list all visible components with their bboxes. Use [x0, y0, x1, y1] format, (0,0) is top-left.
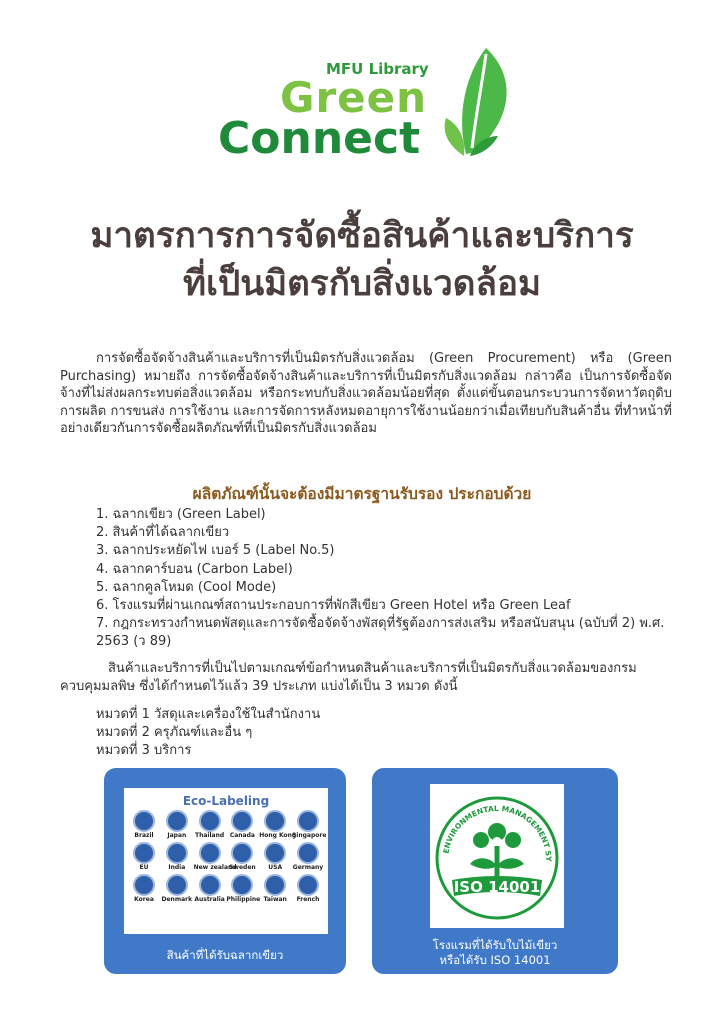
french-label-icon	[297, 874, 319, 896]
iso-card-caption	[372, 938, 618, 968]
iso-ring-text: ENVIRONMENTAL MANAGEMENT SY	[441, 803, 554, 862]
country-label: Thailand	[195, 832, 225, 839]
standards-heading: ผลิตภัณฑ์นั้นจะต้องมีมาตรฐานรับรอง ประกอบด้วย	[192, 485, 532, 503]
country-label: Hong Kong	[259, 832, 297, 839]
country-label: Sweden	[229, 864, 256, 871]
list-item: 5. ฉลากคูลโหมด (Cool Mode)	[96, 579, 277, 595]
taiwan-label-icon	[264, 874, 286, 896]
country-label: New zealand	[193, 864, 237, 871]
page-title-line-1: มาตรการการจัดซื้อสินค้าและบริการ	[90, 216, 634, 256]
brazil-label-icon	[133, 810, 155, 832]
country-label: Germany	[292, 864, 324, 871]
leaf-icon	[436, 44, 516, 164]
eu-label-icon	[133, 842, 155, 864]
australia-label-icon	[199, 874, 221, 896]
logo-connect-text: Connect	[218, 113, 421, 164]
country-label: Brazil	[134, 832, 154, 839]
country-label: French	[296, 896, 320, 903]
iso-card	[372, 768, 618, 974]
list-item: หมวดที่ 2 ครุภัณฑ์และอื่น ๆ	[96, 724, 253, 740]
list-item: หมวดที่ 1 วัสดุและเครื่องใช้ในสำนักงาน	[96, 707, 321, 722]
korea-label-icon	[133, 874, 155, 896]
eco-card-caption: สินค้าที่ได้รับฉลากเขียว	[166, 948, 284, 962]
singapore-label-icon	[297, 810, 319, 832]
germany-label-icon	[297, 842, 319, 864]
country-label: Singapore	[291, 832, 327, 839]
usa-label-icon	[264, 842, 286, 864]
list-item: 1. ฉลากเขียว (Green Label)	[96, 507, 266, 522]
standards-list	[96, 506, 686, 652]
list-item: 4. ฉลากคาร์บอน (Carbon Label)	[96, 561, 293, 577]
eco-label-card	[104, 768, 346, 974]
categories-list	[96, 706, 320, 759]
india-label-icon	[166, 842, 188, 864]
canada-label-icon	[231, 810, 253, 832]
summary-paragraph: สินค้าและบริการที่เป็นไปตามเกณฑ์ข้อกำหนดสินค้าและบริการที่เป็นมิตรกับสิ่งแวดล้อมของกรมควบคุมมลพิษ ซึ่งได้กำหนดไว้แล้ว 39 ประเภท แบ่งได้เป็น 3 หมวด ดังนี้	[60, 661, 637, 694]
list-item: หมวดที่ 3 บริการ	[96, 742, 192, 758]
list-item: 2. สินค้าที่ได้ฉลากเขียว	[96, 525, 230, 541]
intro-paragraph: การจัดซื้อจัดจ้างสินค้าและบริการที่เป็นมิตรกับสิ่งแวดล้อม (Green Procurement) หรือ (Green Purchasing) หมายถึง การจัดซื้อจัดจ้างสินค้าและบริการที่เป็นมิตรกับสิ่งแวดล้อม กล่าวคือ เป็นการจัดซื้อจัดจ้างที่ไม่ส่งผลกระทบต่อสิ่งแวดล้อม หรือกระทบกับสิ่งแวดล้อมน้อยที่สุด ตั้งแต่ขั้นตอนกระบวนการจัดหาวัตถุดิบ การผลิต การขนส่ง การใช้งาน และการจัดการหลังหมดอายุการใช้งานน้อยกว่าเมื่อเทียบกับสินค้าอื่น ที่ทำหน้าที่อย่างเดียวกันการจัดซื้อผลิตภัณฑ์ที่เป็นมิตรกับสิ่งแวดล้อม	[60, 351, 672, 436]
country-label: Taiwan	[263, 896, 287, 903]
eco-labeling-image	[124, 788, 328, 934]
logo-green-text: Green	[280, 73, 428, 122]
list-item: 3. ฉลากประหยัดไฟ เบอร์ 5 (Label No.5)	[96, 543, 335, 559]
iso-caption-line-2: หรือได้รับ ISO 14001	[439, 953, 551, 967]
new-zealand-label-icon	[199, 842, 221, 864]
iso-14001-image	[430, 784, 564, 928]
country-label: Canada	[229, 832, 255, 839]
country-label: EU	[139, 864, 149, 871]
iso-label: ISO 14001	[453, 878, 541, 896]
iso-14001-badge-icon	[430, 784, 564, 928]
country-label: Korea	[134, 896, 154, 903]
country-label: Denmark	[161, 896, 193, 903]
mfu-green-connect-logo	[214, 44, 514, 164]
country-label: Australia	[194, 896, 225, 903]
page-title-line-2: ที่เป็นมิตรกับสิ่งแวดล้อม	[182, 264, 542, 304]
eco-labeling-heading: Eco-Labeling	[182, 794, 270, 808]
country-label: USA	[268, 864, 283, 871]
logo-library-text: MFU Library	[326, 60, 429, 78]
country-label: Japan	[167, 832, 187, 839]
country-label: India	[168, 864, 186, 871]
eco-label-grid	[128, 810, 327, 906]
sweden-label-icon	[231, 842, 253, 864]
hong-kong-label-icon	[264, 810, 286, 832]
philippine-label-icon	[231, 874, 253, 896]
list-item: 6. โรงแรมที่ผ่านเกณฑ์สถานประกอบการที่พักสีเขียว Green Hotel หรือ Green Leaf	[96, 598, 571, 614]
japan-label-icon	[166, 810, 188, 832]
denmark-label-icon	[166, 874, 188, 896]
iso-caption-line-1: โรงแรมที่ได้รับใบไม้เขียว	[432, 938, 558, 952]
list-item: 7. กฎกระทรวงกำหนดพัสดุและการจัดซื้อจัดจ้างพัสดุที่รัฐต้องการส่งเสริม หรือสนับสนุน (ฉบับที่ 2) พ.ศ. 2563 (ว 89)	[96, 616, 665, 650]
country-label: Philippine	[226, 896, 261, 903]
thailand-label-icon	[199, 810, 221, 832]
